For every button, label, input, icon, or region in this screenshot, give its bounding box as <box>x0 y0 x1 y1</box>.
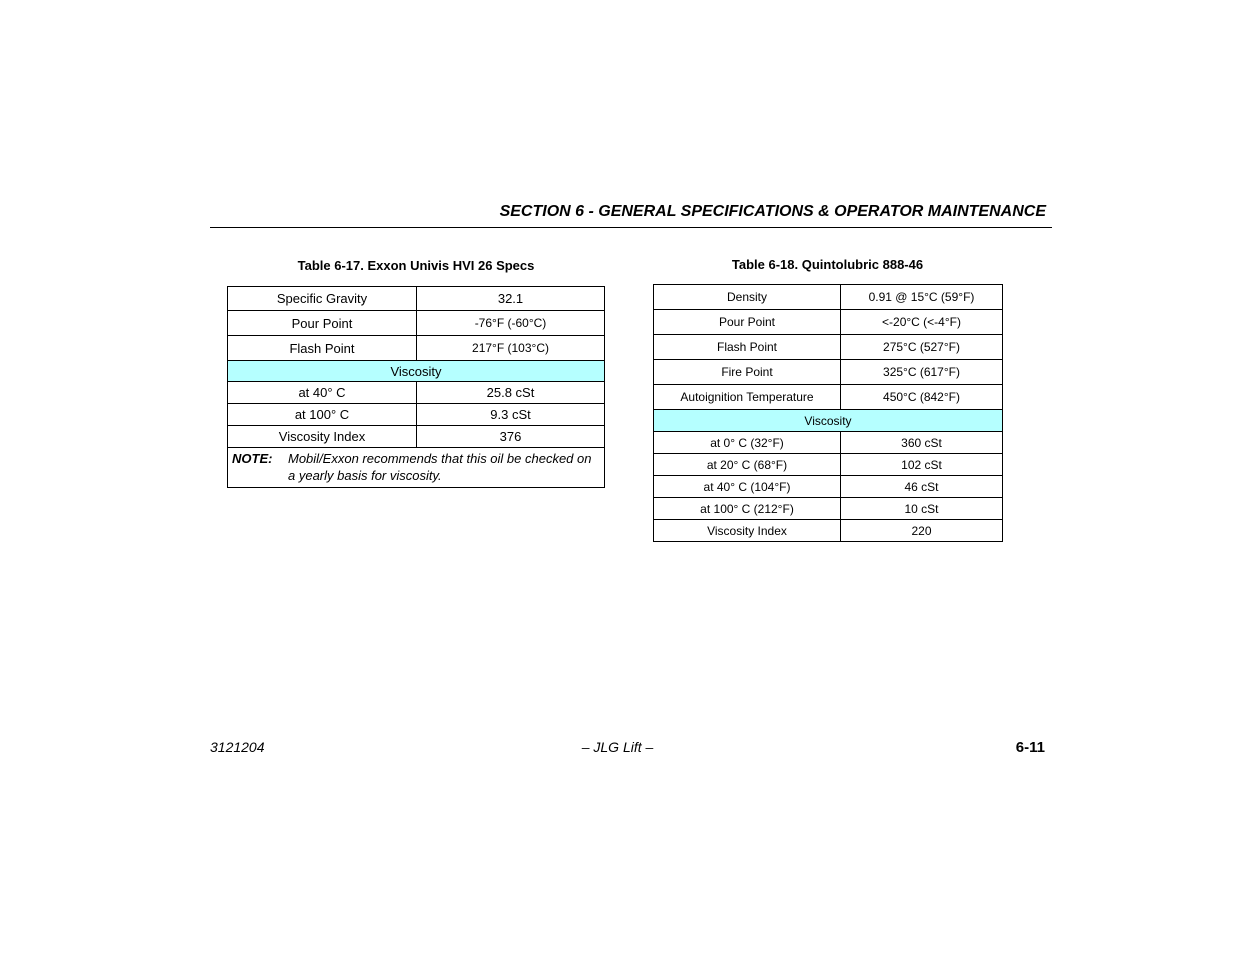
table-row <box>654 335 1003 360</box>
table-17 <box>227 286 605 488</box>
value-cell: 220 <box>841 520 1003 542</box>
table-row <box>654 310 1003 335</box>
viscosity-header: Viscosity <box>228 361 605 382</box>
value-cell: -76°F (-60°C) <box>417 311 605 336</box>
property-cell: Flash Point <box>654 335 841 360</box>
property-cell: Fire Point <box>654 360 841 385</box>
table-17-caption: Table 6-17. Exxon Univis HVI 26 Specs <box>297 258 535 273</box>
table-18 <box>653 284 1003 542</box>
table-row <box>228 382 605 404</box>
property-cell: at 100° C <box>228 404 417 426</box>
value-cell: 217°F (103°C) <box>417 336 605 361</box>
note-text: Mobil/Exxon recommends that this oil be checked on a yearly basis for viscosity. <box>288 451 592 483</box>
value-cell: 9.3 cSt <box>417 404 605 426</box>
property-cell: Flash Point <box>228 336 417 361</box>
value-cell: <-20°C (<-4°F) <box>841 310 1003 335</box>
property-cell: Density <box>654 285 841 310</box>
value-cell: 32.1 <box>417 287 605 311</box>
note-cell <box>228 448 605 488</box>
value-cell: 376 <box>417 426 605 448</box>
table-row <box>654 520 1003 542</box>
property-cell: Specific Gravity <box>228 287 417 311</box>
section-title: SECTION 6 - GENERAL SPECIFICATIONS & OPERATOR MAINTENANCE <box>499 203 1046 220</box>
footer-brand: – JLG Lift – <box>581 739 654 755</box>
property-cell: at 40° C <box>228 382 417 404</box>
table-row <box>228 426 605 448</box>
table-row <box>654 285 1003 310</box>
value-cell: 275°C (527°F) <box>841 335 1003 360</box>
value-cell: 46 cSt <box>841 476 1003 498</box>
property-cell: Pour Point <box>228 311 417 336</box>
property-cell: Pour Point <box>654 310 841 335</box>
table-row <box>654 432 1003 454</box>
property-cell: Viscosity Index <box>228 426 417 448</box>
table-row <box>228 287 605 311</box>
table-18-caption: Table 6-18. Quintolubric 888-46 <box>731 257 924 272</box>
property-cell: at 0° C (32°F) <box>654 432 841 454</box>
viscosity-header-row <box>654 410 1003 432</box>
value-cell: 360 cSt <box>841 432 1003 454</box>
table-row <box>654 360 1003 385</box>
property-cell: Viscosity Index <box>654 520 841 542</box>
table-row <box>654 454 1003 476</box>
note-row <box>228 448 605 488</box>
viscosity-header-row <box>228 361 605 382</box>
table-row <box>228 336 605 361</box>
value-cell: 325°C (617°F) <box>841 360 1003 385</box>
property-cell: at 40° C (104°F) <box>654 476 841 498</box>
table-row <box>654 476 1003 498</box>
viscosity-header: Viscosity <box>654 410 1003 432</box>
value-cell: 450°C (842°F) <box>841 385 1003 410</box>
note-label: NOTE: <box>232 451 273 466</box>
page-header <box>210 203 1052 228</box>
table-row <box>228 404 605 426</box>
value-cell: 25.8 cSt <box>417 382 605 404</box>
property-cell: Autoignition Temperature <box>654 385 841 410</box>
table-row <box>654 498 1003 520</box>
page-number: 6-11 <box>1015 739 1045 756</box>
document-number: 3121204 <box>210 739 265 755</box>
table-row <box>228 311 605 336</box>
value-cell: 102 cSt <box>841 454 1003 476</box>
value-cell: 10 cSt <box>841 498 1003 520</box>
property-cell: at 100° C (212°F) <box>654 498 841 520</box>
value-cell: 0.91 @ 15°C (59°F) <box>841 285 1003 310</box>
table-row <box>654 385 1003 410</box>
property-cell: at 20° C (68°F) <box>654 454 841 476</box>
